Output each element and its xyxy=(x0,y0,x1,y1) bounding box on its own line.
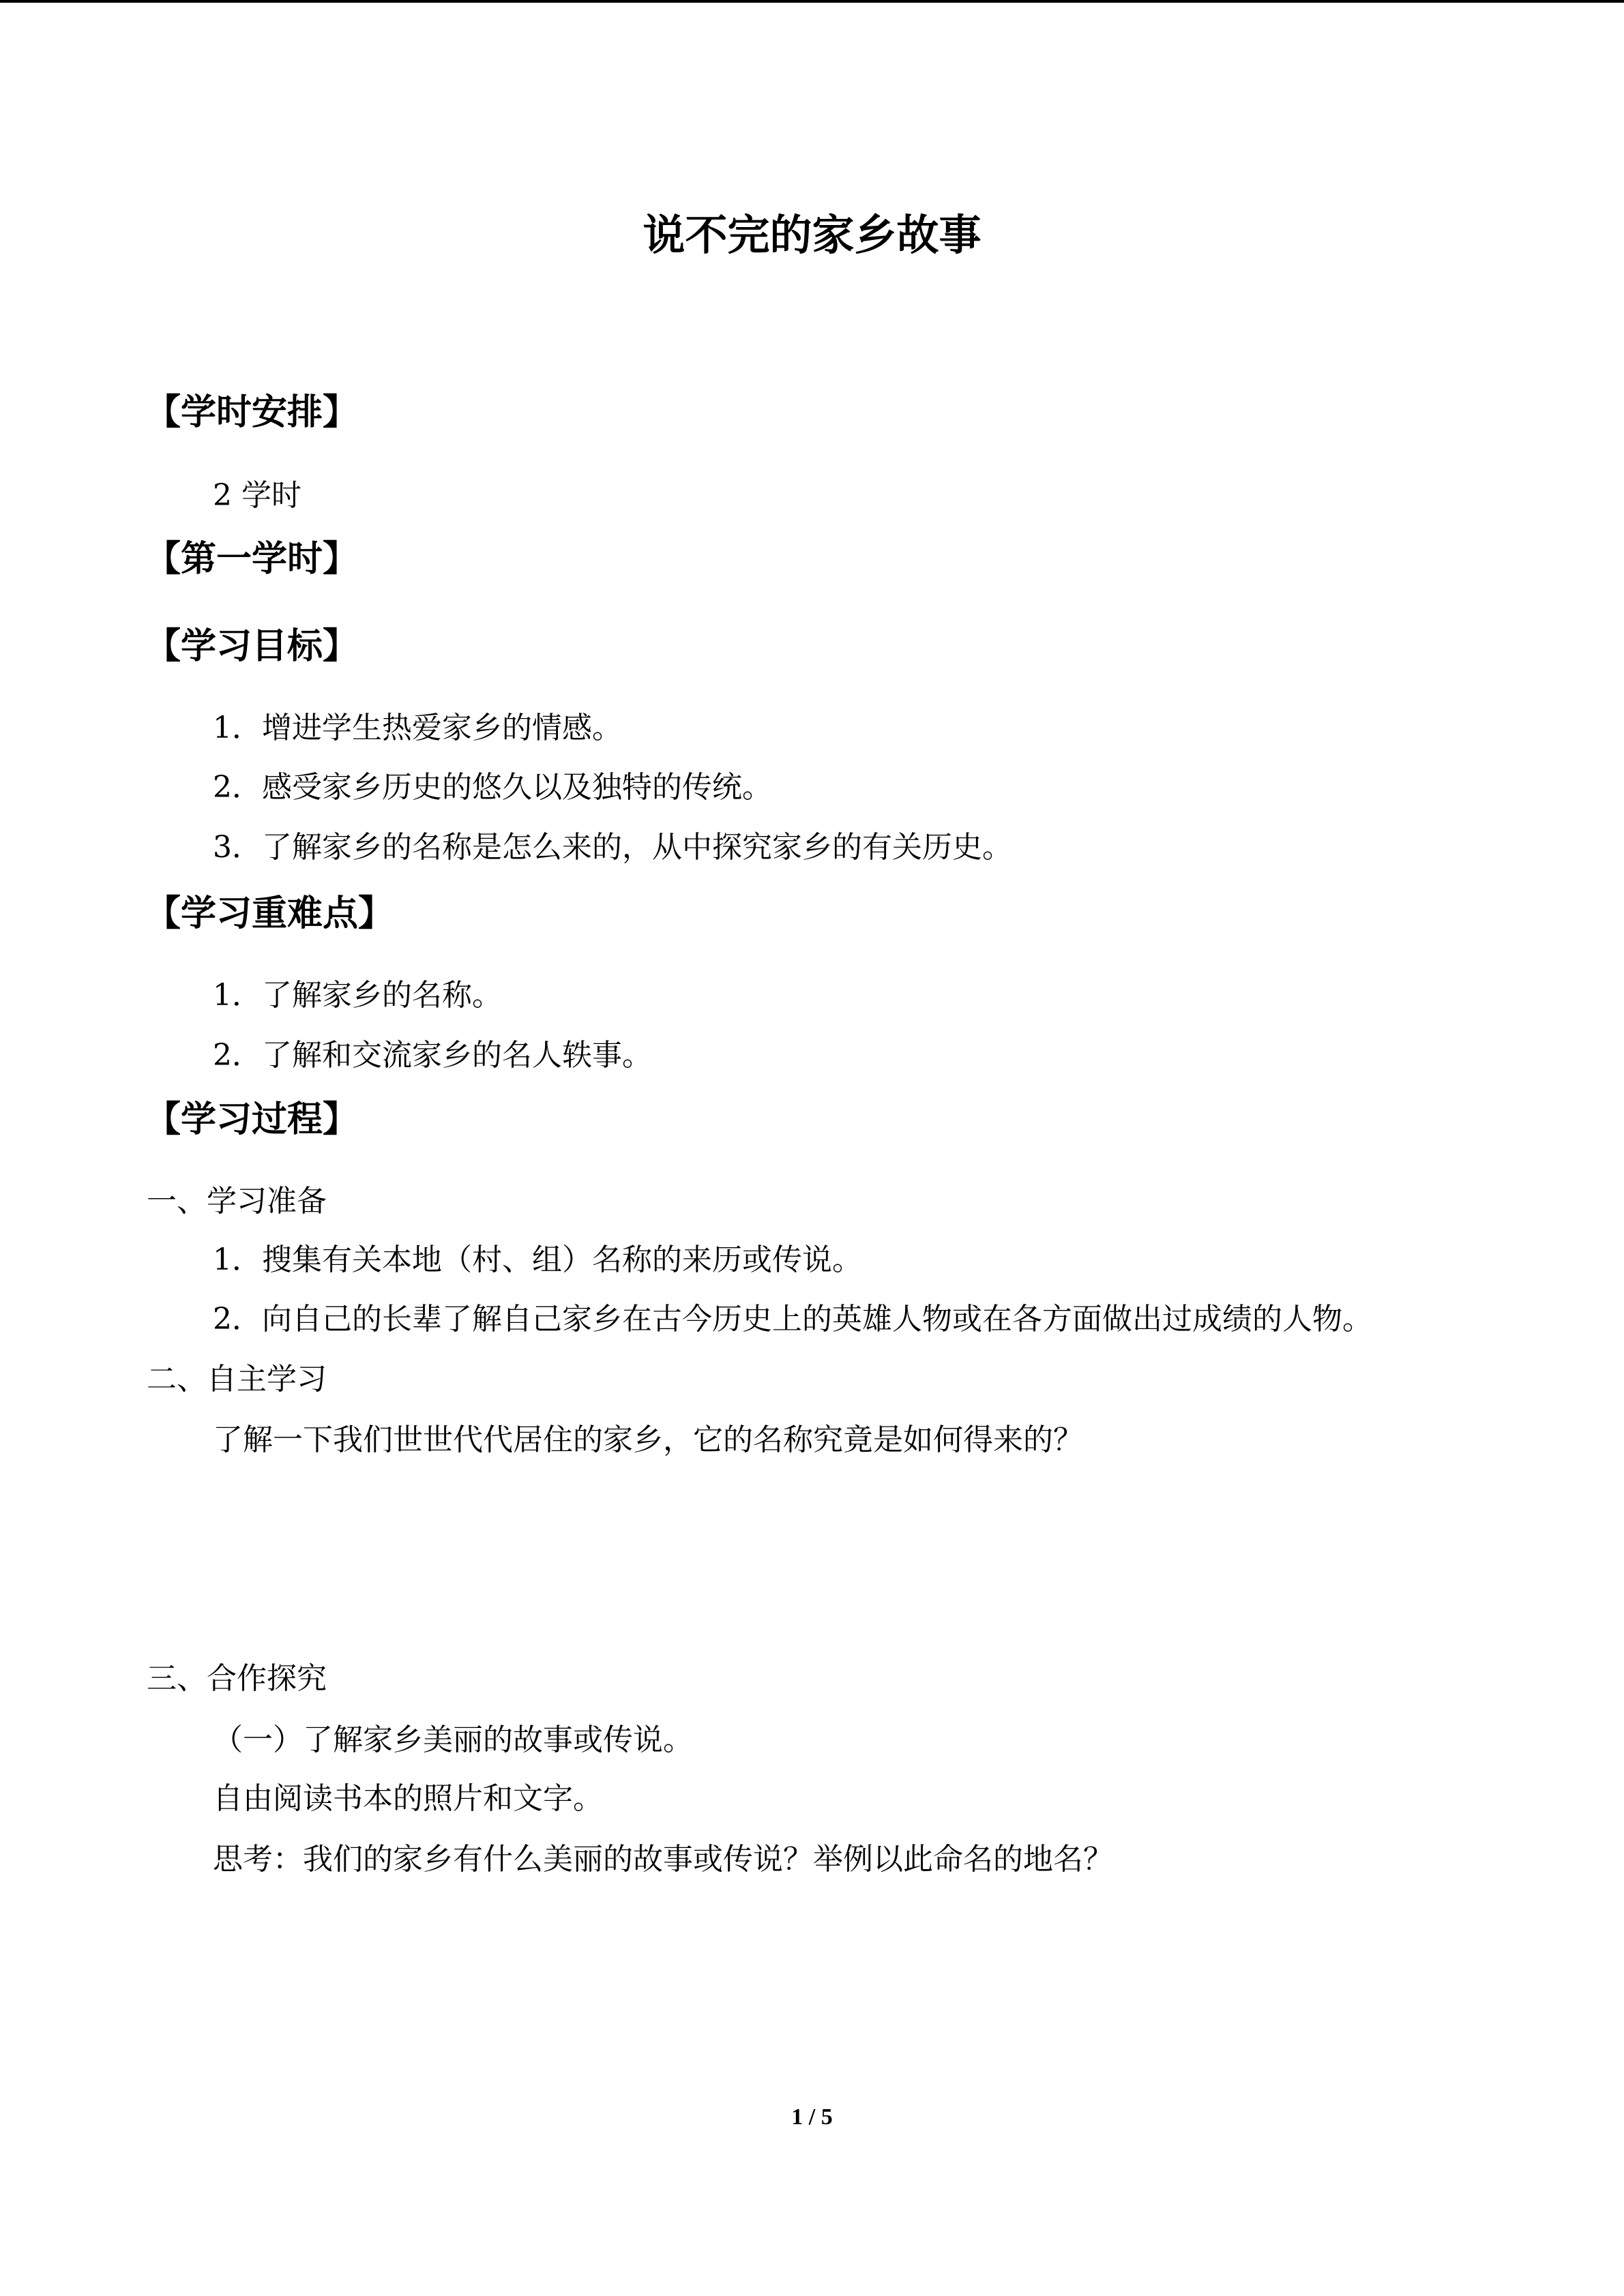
process-part3-label: 三、合作探究 xyxy=(147,1661,327,1696)
process-part1-label: 一、学习准备 xyxy=(147,1184,327,1219)
heading-process: 【学习过程】 xyxy=(145,1099,359,1140)
document-title: 说不完的家乡故事 xyxy=(643,210,981,260)
heading-first-period: 【第一学时】 xyxy=(145,539,359,580)
key-point-item-2: 2．了解和交流家乡的名人轶事。 xyxy=(213,1038,652,1073)
process-part3-instruction: 自由阅读书本的照片和文字。 xyxy=(213,1781,603,1816)
process-part2-question: 了解一下我们世世代代居住的家乡，它的名称究竟是如何得来的？ xyxy=(213,1422,1083,1457)
heading-objectives: 【学习目标】 xyxy=(145,626,359,667)
key-point-item-1: 1．了解家乡的名称。 xyxy=(213,978,502,1013)
objective-item-1: 1．增进学生热爱家乡的情感。 xyxy=(213,711,622,745)
process-part3-think: 思考：我们的家乡有什么美丽的故事或传说？举例以此命名的地名？ xyxy=(213,1842,1113,1877)
schedule-content: 2 学时 xyxy=(213,478,301,513)
heading-key-points: 【学习重难点】 xyxy=(145,893,394,934)
process-part3-sub-label: （一）了解家乡美丽的故事或传说。 xyxy=(213,1723,693,1757)
objective-item-2: 2．感受家乡历史的悠久以及独特的传统。 xyxy=(213,770,772,805)
heading-schedule: 【学时安排】 xyxy=(145,392,359,433)
process-part2-label: 二、自主学习 xyxy=(147,1362,327,1397)
page-number: 1 / 5 xyxy=(791,2104,833,2130)
objective-item-3: 3．了解家乡的名称是怎么来的，从中探究家乡的有关历史。 xyxy=(213,830,1012,865)
process-part1-item-2: 2．向自己的长辈了解自己家乡在古今历史上的英雄人物或在各方面做出过成绩的人物。 xyxy=(213,1302,1372,1337)
top-border-rule xyxy=(0,0,1624,3)
process-part1-item-1: 1．搜集有关本地（村、组）名称的来历或传说。 xyxy=(213,1242,862,1277)
